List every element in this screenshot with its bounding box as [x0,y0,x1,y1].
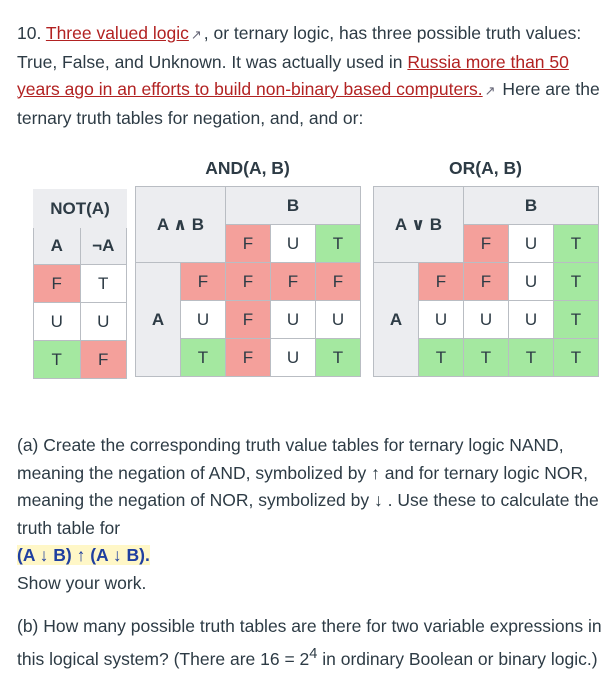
or-cell: T [554,263,599,301]
and-col-header: U [271,225,316,263]
or-row-header: T [419,339,464,377]
part-b-exponent: 4 [309,645,318,662]
not-cell: U [34,303,81,341]
and-cell: F [226,263,271,301]
and-cell: U [316,301,361,339]
intro-text-2: Here are the ternary truth tables for negation, and, and or: [17,79,600,128]
not-cell: T [80,265,127,303]
or-var-b: B [464,187,599,225]
and-var-a: A [136,263,181,377]
or-cell: U [509,263,554,301]
and-col-header: T [316,225,361,263]
intro-text-1: , or ternary logic, has three possible truth values: True, False, and Unknown. It was actually used in [17,23,582,72]
and-row-header: U [181,301,226,339]
external-link-icon: ↗ [190,27,202,42]
or-cell: T [554,301,599,339]
and-cell: F [271,263,316,301]
and-col-header: F [226,225,271,263]
not-header-a: A [34,228,81,265]
or-cell: U [464,301,509,339]
and-var-b: B [226,187,361,225]
or-row-header: U [419,301,464,339]
not-cell: F [80,341,127,379]
russia-computers-link[interactable]: Russia more than 50 years ago in an efforts to build non-binary based computers. [17,51,569,99]
or-cell: T [464,339,509,377]
intro-paragraph [17,20,602,132]
ternary-logic-link[interactable]: Three valued logic [45,23,189,43]
or-col-header: T [554,225,599,263]
part-b-text-before: (b) How many possible truth tables are there for two variable expressions in this logical system? (There are 16 = 2 [17,616,602,669]
or-table [373,186,599,377]
and-table-caption: AND(A, B) [205,158,290,178]
question-number: 10. [17,23,42,43]
and-row-header: F [181,263,226,301]
or-col-header: U [509,225,554,263]
or-cell: F [464,263,509,301]
and-cell: F [226,301,271,339]
part-a-show-work: Show your work. [17,572,147,593]
part-a-text: (a) Create the corresponding truth value tables for ternary logic NAND, meaning the negation of AND, symbolized by ↑ and for ternary logic NOR, meaning the negation of NOR, symbolized by ↓ . Use these to calculate the truth table for [17,435,599,538]
and-op-label: A ∧ B [136,187,226,263]
and-cell: F [226,339,271,377]
not-cell: F [34,265,81,303]
or-col-header: F [464,225,509,263]
and-cell: U [271,339,316,377]
part-a-paragraph [17,432,602,597]
or-cell: T [509,339,554,377]
not-cell: U [80,303,127,341]
and-cell: U [271,301,316,339]
not-cell: T [34,341,81,379]
and-row-header: T [181,339,226,377]
part-a-expression: (A ↓ B) ↑ (A ↓ B). [17,545,150,565]
not-header-neg-a: ¬A [80,228,127,265]
or-cell: T [554,339,599,377]
or-table-caption: OR(A, B) [449,158,522,178]
external-link-icon: ↗ [484,83,496,98]
and-cell: F [316,263,361,301]
not-table-title: NOT(A) [34,190,127,228]
or-op-label: A ∨ B [374,187,464,263]
and-cell: T [316,339,361,377]
or-row-header: F [419,263,464,301]
part-b-paragraph [17,613,602,673]
not-table [33,189,127,379]
and-table [135,186,361,377]
or-cell: U [509,301,554,339]
part-b-text-after: in ordinary Boolean or binary logic.) [317,648,598,669]
or-var-a: A [374,263,419,377]
